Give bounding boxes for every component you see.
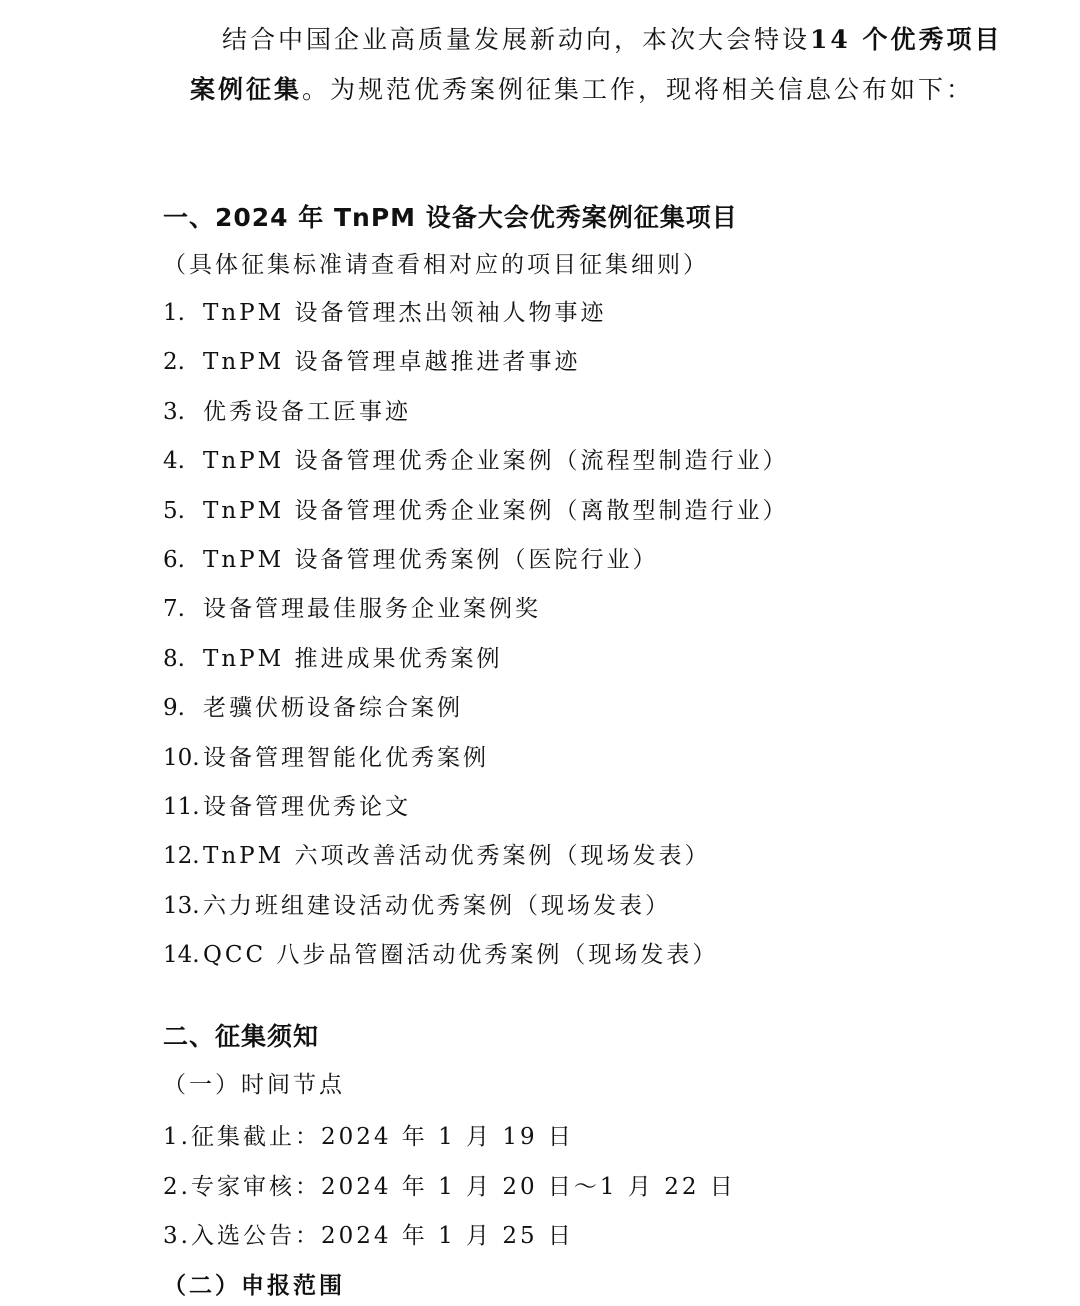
intro-line-2: [190, 70, 974, 106]
item-number: 5.: [163, 497, 185, 524]
item-number: 8.: [163, 645, 185, 672]
item-text: TnPM 六项改善活动优秀案例（现场发表）: [203, 843, 711, 870]
item-number: 12.: [163, 843, 200, 870]
list-item: [163, 296, 789, 345]
list-item: [163, 592, 789, 641]
item-number: 6.: [163, 546, 185, 573]
list-item: [163, 938, 789, 987]
list-item: [163, 395, 789, 444]
item-text: TnPM 设备管理杰出领袖人物事迹: [203, 300, 607, 326]
item-text: 六力班组建设活动优秀案例（现场发表）: [203, 892, 671, 919]
project-list: [163, 296, 789, 987]
section-heading-notice: 二、征集须知: [163, 1022, 320, 1051]
item-text: TnPM 设备管理优秀企业案例（离散型制造行业）: [203, 497, 789, 524]
item-number: 11.: [163, 793, 200, 820]
intro-text: 结合中国企业高质量发展新动向，本次大会特设: [222, 25, 811, 54]
item-text: QCC 八步品管圈活动优秀案例（现场发表）: [203, 942, 719, 969]
list-item: [163, 543, 789, 592]
item-number: 7.: [163, 596, 185, 623]
timeline-list: [163, 1120, 736, 1269]
timeline-item: 1.征集截止：2024 年 1 月 19 日: [163, 1124, 574, 1150]
list-item: [163, 444, 789, 493]
list-item: [163, 691, 789, 740]
item-text: TnPM 设备管理优秀案例（医院行业）: [203, 546, 659, 573]
list-item: [163, 839, 789, 888]
list-item: [163, 642, 789, 691]
list-item: [163, 741, 789, 790]
intro-highlight: 14 个优秀项目: [810, 25, 1003, 54]
list-item: [163, 790, 789, 839]
item-text: 设备管理智能化优秀案例: [203, 744, 489, 771]
list-item: [163, 345, 789, 394]
list-item: [163, 889, 789, 938]
item-number: 14.: [163, 942, 200, 969]
item-text: 设备管理最佳服务企业案例奖: [203, 596, 541, 623]
item-text: 优秀设备工匠事迹: [203, 398, 411, 425]
item-number: 2.: [163, 349, 185, 376]
subheading-scope: （二）申报范围: [163, 1272, 345, 1299]
item-number: 4.: [163, 448, 185, 475]
intro-line-1: [222, 20, 1003, 56]
intro-highlight: 案例征集: [190, 75, 303, 104]
item-number: 13.: [163, 892, 200, 919]
item-number: 10.: [163, 744, 200, 771]
item-text: 老骥伏枥设备综合案例: [203, 695, 463, 722]
section-heading-projects: 一、2024 年 TnPM 设备大会优秀案例征集项目: [163, 203, 738, 232]
section-note: （具体征集标准请查看相对应的项目征集细则）: [163, 252, 709, 278]
subheading-timeline: （一）时间节点: [163, 1072, 345, 1098]
item-text: TnPM 推进成果优秀案例: [203, 645, 503, 672]
item-number: 3.: [163, 398, 185, 425]
item-text: 设备管理优秀论文: [203, 793, 411, 820]
item-text: TnPM 设备管理卓越推进者事迹: [203, 349, 581, 376]
item-number: 1.: [163, 300, 185, 326]
timeline-item: 2.专家审核：2024 年 1 月 20 日～1 月 22 日: [163, 1173, 736, 1200]
item-text: TnPM 设备管理优秀企业案例（流程型制造行业）: [203, 448, 789, 475]
list-item: [163, 494, 789, 543]
item-number: 9.: [163, 695, 185, 722]
timeline-item: 3.入选公告：2024 年 1 月 25 日: [163, 1223, 574, 1249]
intro-text: 。为规范优秀案例征集工作，现将相关信息公布如下：: [302, 75, 975, 104]
